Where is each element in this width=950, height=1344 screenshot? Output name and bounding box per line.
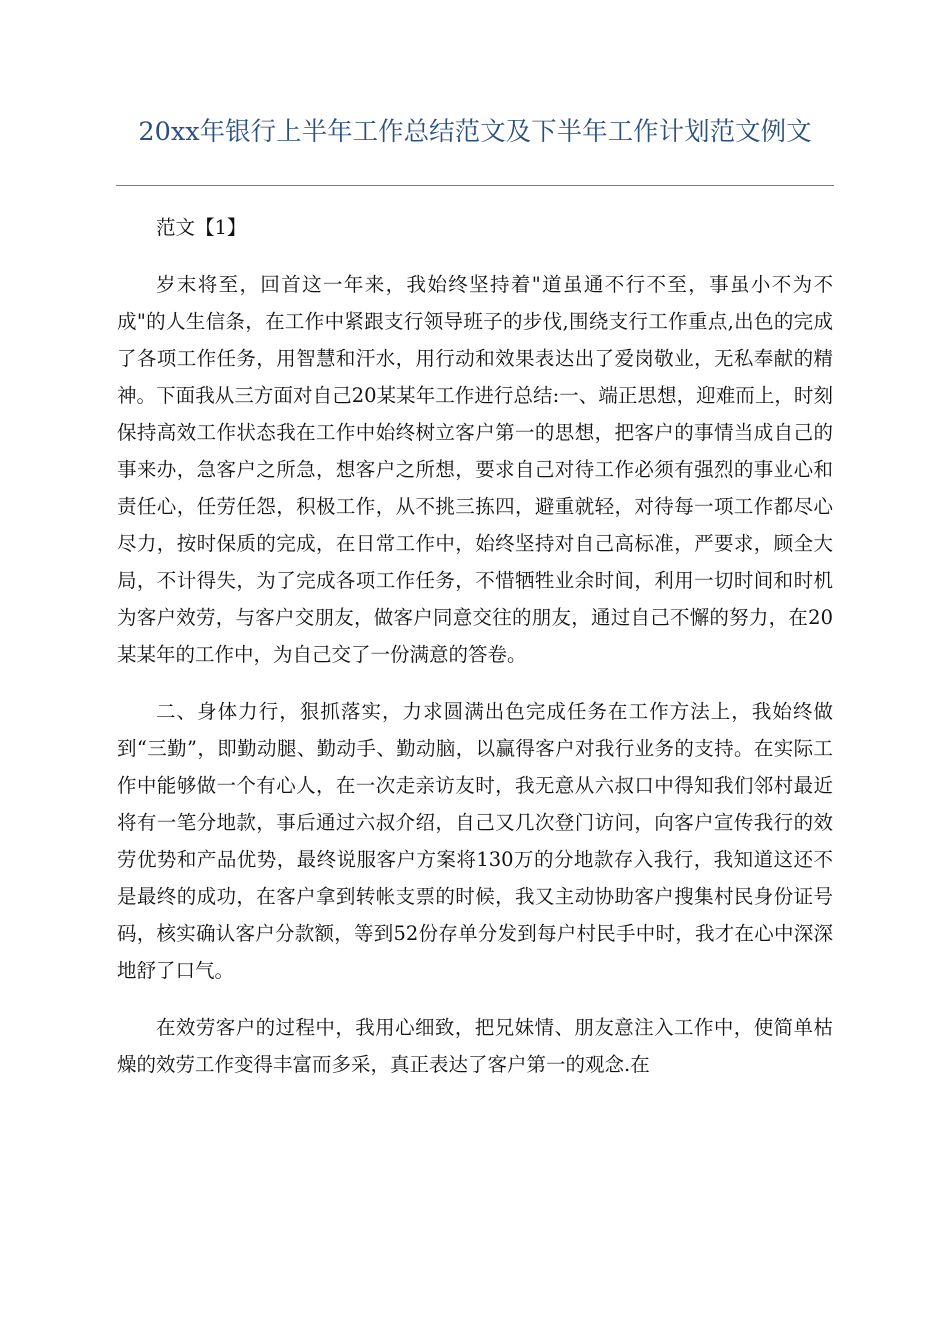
document-body (117, 209, 833, 1103)
paragraph-1: 岁末将至，回首这一年来，我始终坚持着"道虽通不行不至，事虽小不为不成"的人生信条，在工作中紧跟支行领导班子的步伐,围绕支行工作重点,出色的完成了各项工作任务，用智慧和汗水，用行动和效果表达出了爱岗敬业，无私奉献的精神。下面我从三方面对自己20某某年工作进行总结:一、端正思想，迎难而上，时刻保持高效工作状态我在工作中始终树立客户第一的思想，把客户的事情当成自己的事来办，急客户之所急，想客户之所想，要求自己对待工作必须有强烈的事业心和责任心，任劳任怨，积极工作，从不挑三拣四，避重就轻，对待每一项工作都尽心尽力，按时保质的完成，在日常工作中，始终坚持对自己高标准，严要求，顾全大局，不计得失，为了完成各项工作任务，不惜牺牲业余时间，利用一切时间和时机为客户效劳，与客户交朋友，做客户同意交往的朋友，通过自己不懈的努力，在20某某年的工作中，为自己交了一份满意的答卷。 (117, 273, 833, 666)
section-label: 范文【1】 (156, 216, 247, 239)
document-title: 20xx年银行上半年工作总结范文及下半年工作计划范文例文 (138, 117, 812, 147)
paragraph-2: 二、身体力行，狠抓落实，力求圆满出色完成任务在工作方法上，我始终做到“三勤”，即勤动腿、勤动手、勤动脑，以赢得客户对我行业务的支持。在实际工作中能够做一个有心人，在一次走亲访友时，我无意从六叔口中得知我们邻村最近将有一笔分地款，事后通过六叔介绍，自己又几次登门访问，向客户宣传我行的效劳优势和产品优势，最终说服客户方案将130万的分地款存入我行，我知道这还不是最终的成功，在客户拿到转帐支票的时候，我又主动协助客户搜集村民身份证号码，核实确认客户分款额，等到52份存单分发到每户村民手中时，我才在心中深深地舒了口气。 (117, 700, 833, 982)
paragraph-3: 在效劳客户的过程中，我用心细致，把兄妹情、朋友意注入工作中，使简单枯燥的效劳工作变得丰富而多采，真正表达了客户第一的观念.在 (117, 1016, 833, 1076)
title-divider (116, 185, 834, 186)
